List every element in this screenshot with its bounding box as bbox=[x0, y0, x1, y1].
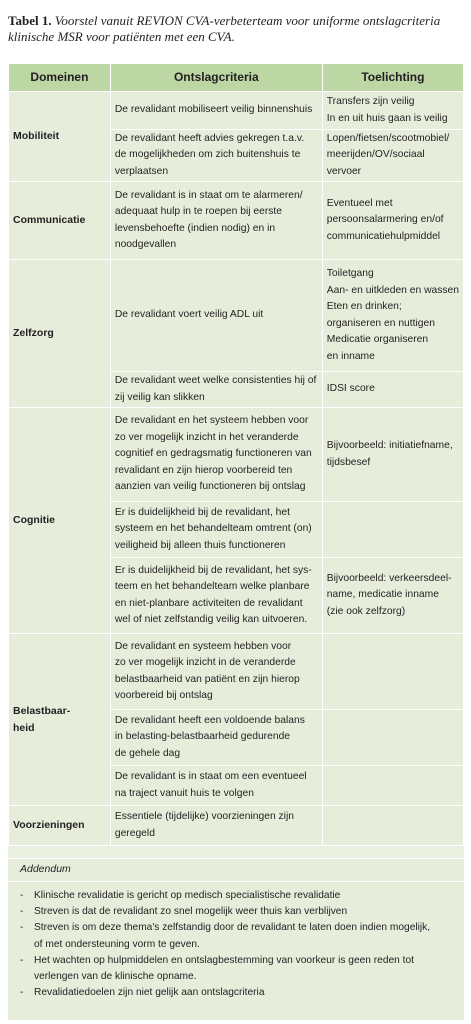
addendum-header bbox=[8, 858, 464, 882]
cell-line: Toiletgang bbox=[326, 268, 374, 279]
domain-zelfzorg: Zelfzorg bbox=[9, 260, 111, 408]
cell-line: De revalidant is in staat om een eventueel bbox=[114, 771, 307, 782]
cell-line: De revalidant en het systeem hebben voor bbox=[114, 415, 309, 427]
cell-line: Eten en drinken; bbox=[326, 301, 402, 312]
cell-line: communicatiehulpmiddel bbox=[326, 230, 441, 242]
criterion-cell bbox=[110, 558, 322, 634]
header-domain: Domeinen bbox=[9, 64, 111, 92]
addendum-title: Addendum bbox=[20, 863, 71, 875]
cell-line: Aan- en uitkleden en wassen bbox=[326, 284, 459, 296]
addendum-item bbox=[20, 953, 454, 985]
domain-label-line: heid bbox=[13, 721, 35, 734]
cell-line: De revalidant is in staat om te alarmeren/ bbox=[114, 189, 303, 201]
cell-line: geregeld bbox=[114, 827, 155, 839]
table-row bbox=[9, 260, 464, 372]
cell-line: De revalidant heeft advies gekregen t.a.v. bbox=[114, 132, 305, 144]
cell-line: De revalidant heeft een voldoende balans bbox=[114, 714, 305, 726]
cell-line: in belasting-belastbaarheid gedurende bbox=[114, 731, 291, 743]
cell-line: Essentiele (tijdelijke) voorzieningen zijn bbox=[114, 811, 294, 822]
addendum-line: Het wachten op hulpmiddelen en ontslagbestemming van voorkeur is geen reden tot bbox=[34, 954, 415, 966]
table-header-row bbox=[9, 64, 464, 92]
criterion-cell bbox=[110, 502, 322, 558]
cell-line: (zie ook zelfzorg) bbox=[326, 605, 406, 617]
cell-line: zo ver mogelijk inzicht in de veranderde bbox=[114, 657, 296, 668]
caption-text: Voorstel vanuit REVION CVA-verbeterteam voor uniforme ontslagcriteria klinische MSR voor patiënten met een CVA. bbox=[8, 13, 441, 44]
criterion-cell bbox=[110, 130, 322, 182]
table-row bbox=[9, 182, 464, 260]
cell-line: Medicatie organiseren bbox=[326, 334, 429, 345]
note-cell bbox=[322, 766, 463, 806]
cell-line: aanzien van veilig functioneren bij ontslag bbox=[114, 481, 306, 493]
cell-line: cognitief en gedragsmatig functioneren van bbox=[114, 448, 312, 460]
cell-line: De revalidant mobiliseert veilig binnenshuis bbox=[114, 104, 313, 116]
cell-line: De revalidant voert veilig ADL uit bbox=[114, 309, 264, 321]
note-cell bbox=[322, 558, 463, 634]
cell-line: Eventueel met bbox=[326, 197, 393, 209]
domain-cognitie: Cognitie bbox=[9, 408, 111, 634]
note-cell bbox=[322, 182, 463, 260]
domain-mobiliteit: Mobiliteit bbox=[9, 92, 111, 182]
cell-line: In en uit huis gaan is veilig bbox=[326, 112, 448, 124]
criterion-cell bbox=[110, 806, 322, 846]
dash-bullet-icon: - bbox=[20, 922, 24, 934]
cell-line: adequaat hulp in te roepen bij eerste bbox=[114, 206, 283, 217]
cell-line: na traject vanuit huis te volgen bbox=[114, 787, 254, 799]
addendum-items bbox=[8, 888, 464, 1001]
cell-line: wel of niet zelfstandig veilig kan uitvoeren. bbox=[114, 614, 308, 625]
criterion-cell bbox=[110, 92, 322, 130]
table-row bbox=[9, 634, 464, 710]
cell-line: zij veilig kan slikken bbox=[114, 391, 205, 403]
criterion-cell bbox=[110, 710, 322, 766]
cell-line: en inname bbox=[326, 350, 375, 362]
cell-line: tijdsbesef bbox=[326, 456, 371, 468]
addendum-item bbox=[20, 985, 454, 1001]
cell-line: De revalidant en systeem hebben voor bbox=[114, 640, 292, 652]
cell-line: vervoer bbox=[326, 165, 362, 177]
cell-line: teem en het behandelteam welke planbare bbox=[114, 581, 310, 592]
cell-line: organiseren en nuttigen bbox=[326, 317, 435, 329]
domain-label-line: Belastbaar- bbox=[13, 705, 71, 717]
discharge-criteria-table bbox=[8, 63, 464, 846]
cell-line: IDSI score bbox=[326, 383, 375, 395]
criterion-cell bbox=[110, 408, 322, 502]
domain-voorzieningen: Voorzieningen bbox=[9, 806, 111, 846]
caption-label: Tabel 1. bbox=[8, 13, 52, 28]
note-cell bbox=[322, 92, 463, 130]
cell-line: De revalidant weet welke consistenties hij of bbox=[114, 375, 317, 386]
domain-belastbaarheid bbox=[9, 634, 111, 806]
note-cell bbox=[322, 130, 463, 182]
cell-line: Er is duidelijkheid bij de revalidant, het sys- bbox=[114, 564, 312, 576]
note-cell bbox=[322, 806, 463, 846]
cell-line: persoonsalarmering en/of bbox=[326, 214, 444, 226]
note-cell bbox=[322, 710, 463, 766]
addendum-line: Klinische revalidatie is gericht op medisch specialistische revalidatie bbox=[34, 890, 341, 901]
cell-line: verplaatsen bbox=[114, 165, 169, 177]
cell-line: levensbehoefte (indien nodig) en in bbox=[114, 222, 276, 234]
cell-line: name, medicatie inname bbox=[326, 589, 439, 601]
addendum-line: of met ondersteuning vorm te geven. bbox=[34, 938, 200, 950]
cell-line: de gehele dag bbox=[114, 747, 181, 759]
cell-line: de mogelijkheden om zich buitenshuis te bbox=[114, 149, 301, 161]
addendum-item bbox=[20, 888, 454, 904]
cell-line: Bijvoorbeeld: initiatiefname, bbox=[326, 440, 453, 451]
cell-line: zo ver mogelijk inzicht in het veranderde bbox=[114, 431, 299, 443]
dash-bullet-icon: - bbox=[20, 906, 24, 918]
addendum-item bbox=[20, 904, 454, 920]
domain-communicatie: Communicatie bbox=[9, 182, 111, 260]
addendum-item bbox=[20, 920, 454, 952]
header-note: Toelichting bbox=[322, 64, 463, 92]
cell-line: meerijden/OV/sociaal bbox=[326, 149, 425, 161]
table-row bbox=[9, 92, 464, 130]
note-cell bbox=[322, 260, 463, 372]
addendum-line: Streven is om deze thema's zelfstandig door de revalidant te laten doen indien mogelijk, bbox=[34, 922, 431, 934]
dash-bullet-icon: - bbox=[20, 954, 24, 966]
cell-line: noodgevallen bbox=[114, 239, 177, 250]
cell-line: Bijvoorbeeld: verkeersdeel- bbox=[326, 572, 452, 584]
criterion-cell bbox=[110, 634, 322, 710]
cell-line: Lopen/fietsen/scootmobiel/ bbox=[326, 132, 450, 144]
note-cell bbox=[322, 502, 463, 558]
criterion-cell bbox=[110, 372, 322, 408]
dash-bullet-icon: - bbox=[20, 890, 24, 901]
cell-line: voorbereid bij ontslag bbox=[114, 690, 213, 701]
addendum-line: Streven is dat de revalidant zo snel mogelijk weer thuis kan verblijven bbox=[34, 906, 348, 918]
cell-line: en niet-planbare activiteiten de revalidant bbox=[114, 597, 303, 609]
criterion-cell bbox=[110, 260, 322, 372]
criterion-cell bbox=[110, 182, 322, 260]
criterion-cell bbox=[110, 766, 322, 806]
note-cell bbox=[322, 408, 463, 502]
table-caption bbox=[8, 13, 466, 45]
cell-line: Transfers zijn veilig bbox=[326, 96, 415, 107]
note-cell bbox=[322, 372, 463, 408]
cell-line: revalidant en zijn hierop voorbereid ten bbox=[114, 464, 293, 476]
dash-bullet-icon: - bbox=[20, 987, 24, 999]
note-cell bbox=[322, 634, 463, 710]
cell-line: Er is duidelijkheid bij de revalidant, het bbox=[114, 506, 290, 518]
addendum-list bbox=[8, 882, 464, 1020]
addendum-line: verlengen van de klinische opname. bbox=[34, 971, 197, 983]
cell-line: belastbaarheid van patiënt en zijn hierop bbox=[114, 673, 300, 685]
addendum-line: Revalidatiedoelen zijn niet gelijk aan ontslagcriteria bbox=[34, 987, 265, 999]
header-criteria: Ontslagcriteria bbox=[110, 64, 322, 92]
table-row bbox=[9, 806, 464, 846]
table-row bbox=[9, 408, 464, 502]
cell-line: systeem en het behandelteam omtrent (on) bbox=[114, 523, 312, 535]
cell-line: veiligheid bij alleen thuis functioneren bbox=[114, 539, 286, 551]
